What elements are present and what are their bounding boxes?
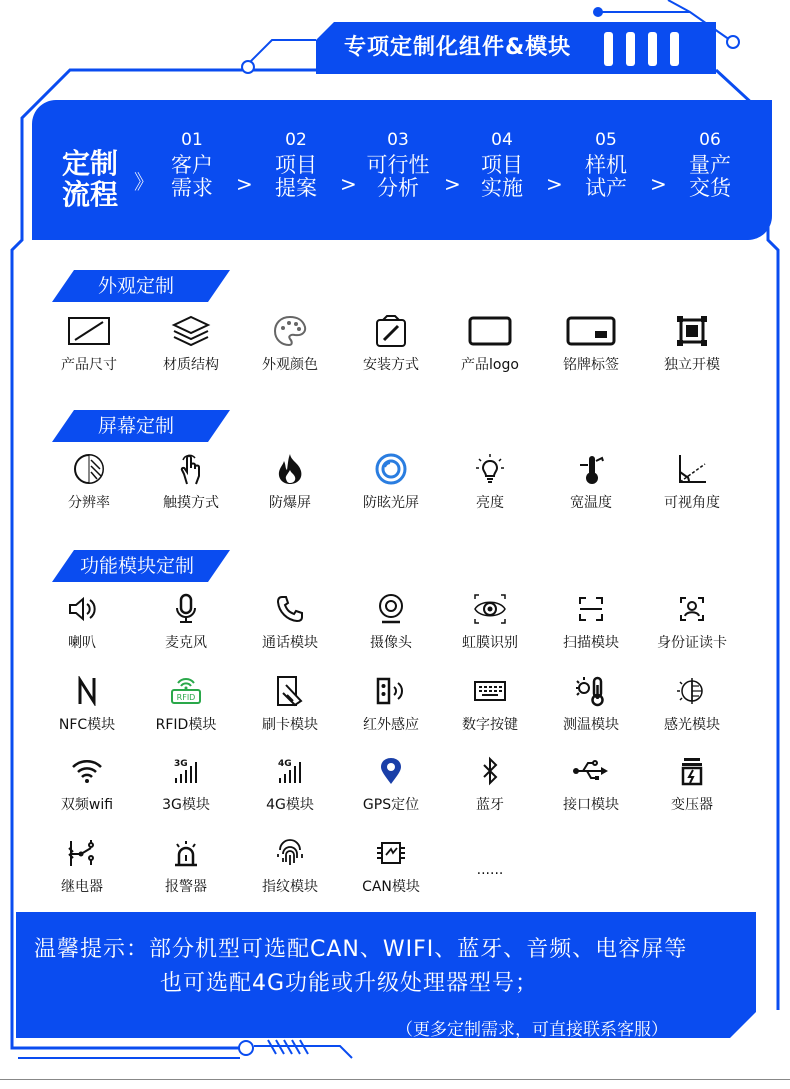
item-nfc: NFC模块 [37, 674, 137, 734]
item-wide-temperature: 宽温度 [541, 452, 641, 512]
item-infrared: 红外感应 [341, 674, 441, 734]
item-bluetooth: 蓝牙 [440, 754, 540, 814]
card-swipe-icon [240, 674, 340, 708]
label-icon [541, 314, 641, 348]
svg-text:RFID: RFID [176, 693, 196, 702]
angle-icon [642, 452, 742, 486]
fire-icon [240, 452, 340, 486]
item-iris: 虹膜识别 [440, 592, 540, 652]
item-more: ...... [476, 862, 504, 878]
item-speaker: 喇叭 [32, 592, 132, 652]
item-call-module: 通话模块 [240, 592, 340, 652]
item-alarm: 报警器 [136, 836, 236, 896]
scan-icon [541, 592, 641, 626]
touch-icon [141, 452, 241, 486]
item-id-card: 身份证读卡 [642, 592, 742, 652]
item-gps: GPS定位 [341, 754, 441, 814]
bluetooth-icon [440, 754, 540, 788]
process-step: 05 样机试产 [585, 130, 627, 200]
item-3g: 3G 3G模块 [136, 754, 236, 814]
nfc-icon [37, 674, 137, 708]
light-sensor-icon [642, 674, 742, 708]
fingerprint-icon [240, 836, 340, 870]
item-fingerprint: 指纹模块 [240, 836, 340, 896]
alarm-siren-icon [136, 836, 236, 870]
resize-icon [39, 314, 139, 348]
3g-signal-icon [136, 754, 236, 788]
item-4g: 4G 4G模块 [240, 754, 340, 814]
phone-icon [240, 592, 340, 626]
item-card-swipe: 刷卡模块 [240, 674, 340, 734]
item-material: 材质结构 [141, 314, 241, 374]
id-card-icon [642, 592, 742, 626]
chevron-right-icon: > [650, 172, 667, 196]
item-resolution: 分辨率 [39, 452, 139, 512]
item-nameplate: 铭牌标签 [541, 314, 641, 374]
process-step: 01 客户需求 [171, 130, 213, 200]
item-touch: 触摸方式 [141, 452, 241, 512]
lightbulb-icon [440, 452, 540, 486]
item-brightness: 亮度 [440, 452, 540, 512]
item-viewing-angle: 可视角度 [642, 452, 742, 512]
wifi-icon [37, 754, 137, 788]
item-can: CAN模块 [341, 836, 441, 896]
svg-text:3G: 3G [174, 759, 188, 769]
item-wifi: 双频wifi [37, 754, 137, 814]
item-logo: 产品logo [440, 314, 540, 374]
item-anti-glare: 防眩光屏 [341, 452, 441, 512]
item-mold: 独立开模 [642, 314, 742, 374]
item-microphone: 麦克风 [136, 592, 236, 652]
page-title: 专项定制化组件&模块 [344, 35, 572, 60]
palette-icon [240, 314, 340, 348]
item-transformer: 变压器 [642, 754, 742, 814]
item-installation: 安装方式 [341, 314, 441, 374]
process-step: 03 可行性分析 [366, 130, 430, 200]
item-relay: 继电器 [32, 836, 132, 896]
relay-icon [32, 836, 132, 870]
chevron-right-icon: > [236, 172, 253, 196]
double-chevron-icon: 》 [134, 170, 154, 194]
item-temp-measure: 测温模块 [541, 674, 641, 734]
rfid-icon [136, 674, 236, 708]
location-pin-icon [341, 754, 441, 788]
item-color: 外观颜色 [240, 314, 340, 374]
tip-line-1: 温馨提示：部分机型可选配CAN、WIFI、蓝牙、音频、电容屏等 [34, 937, 688, 962]
tip-line-2: 也可选配4G功能或升级处理器型号； [160, 971, 539, 996]
item-camera: 摄像头 [341, 592, 441, 652]
usb-icon [541, 754, 641, 788]
tip-line-3: （更多定制需求，可直接联系客服） [396, 1020, 668, 1040]
eye-scan-icon [440, 592, 540, 626]
item-scan: 扫描模块 [541, 592, 641, 652]
section-title-function: 功能模块定制 [80, 555, 195, 577]
wrench-icon [341, 314, 441, 348]
temperature-sun-icon [541, 674, 641, 708]
section-title-appearance: 外观定制 [98, 275, 175, 297]
chevron-right-icon: > [340, 172, 357, 196]
microphone-icon [136, 592, 236, 626]
section-title-screen: 屏幕定制 [98, 415, 175, 437]
thermometer-icon [541, 452, 641, 486]
item-keypad: 数字按键 [440, 674, 540, 734]
item-explosion-proof: 防爆屏 [240, 452, 340, 512]
divider [0, 1079, 790, 1080]
chevron-right-icon: > [444, 172, 461, 196]
resolution-icon [39, 452, 139, 486]
process-step: 06 量产交货 [689, 130, 731, 200]
item-product-size: 产品尺寸 [39, 314, 139, 374]
transformer-icon [642, 754, 742, 788]
process-step: 02 项目提案 [275, 130, 317, 200]
svg-text:4G: 4G [278, 759, 292, 769]
layers-icon [141, 314, 241, 348]
infrared-sensor-icon [341, 674, 441, 708]
item-light-sensor: 感光模块 [642, 674, 742, 734]
speaker-icon [32, 592, 132, 626]
can-bus-icon [341, 836, 441, 870]
webcam-icon [341, 592, 441, 626]
item-interface: 接口模块 [541, 754, 641, 814]
anti-glare-icon [341, 452, 441, 486]
chevron-right-icon: > [546, 172, 563, 196]
keyboard-icon [440, 674, 540, 708]
process-label: 定制流程 [62, 147, 119, 211]
process-step: 04 项目实施 [481, 130, 523, 200]
mold-icon [642, 314, 742, 348]
title-bars-decoration [604, 32, 692, 70]
item-rfid: RFID RFID模块 [136, 674, 236, 734]
rectangle-icon [440, 314, 540, 348]
4g-signal-icon [240, 754, 340, 788]
